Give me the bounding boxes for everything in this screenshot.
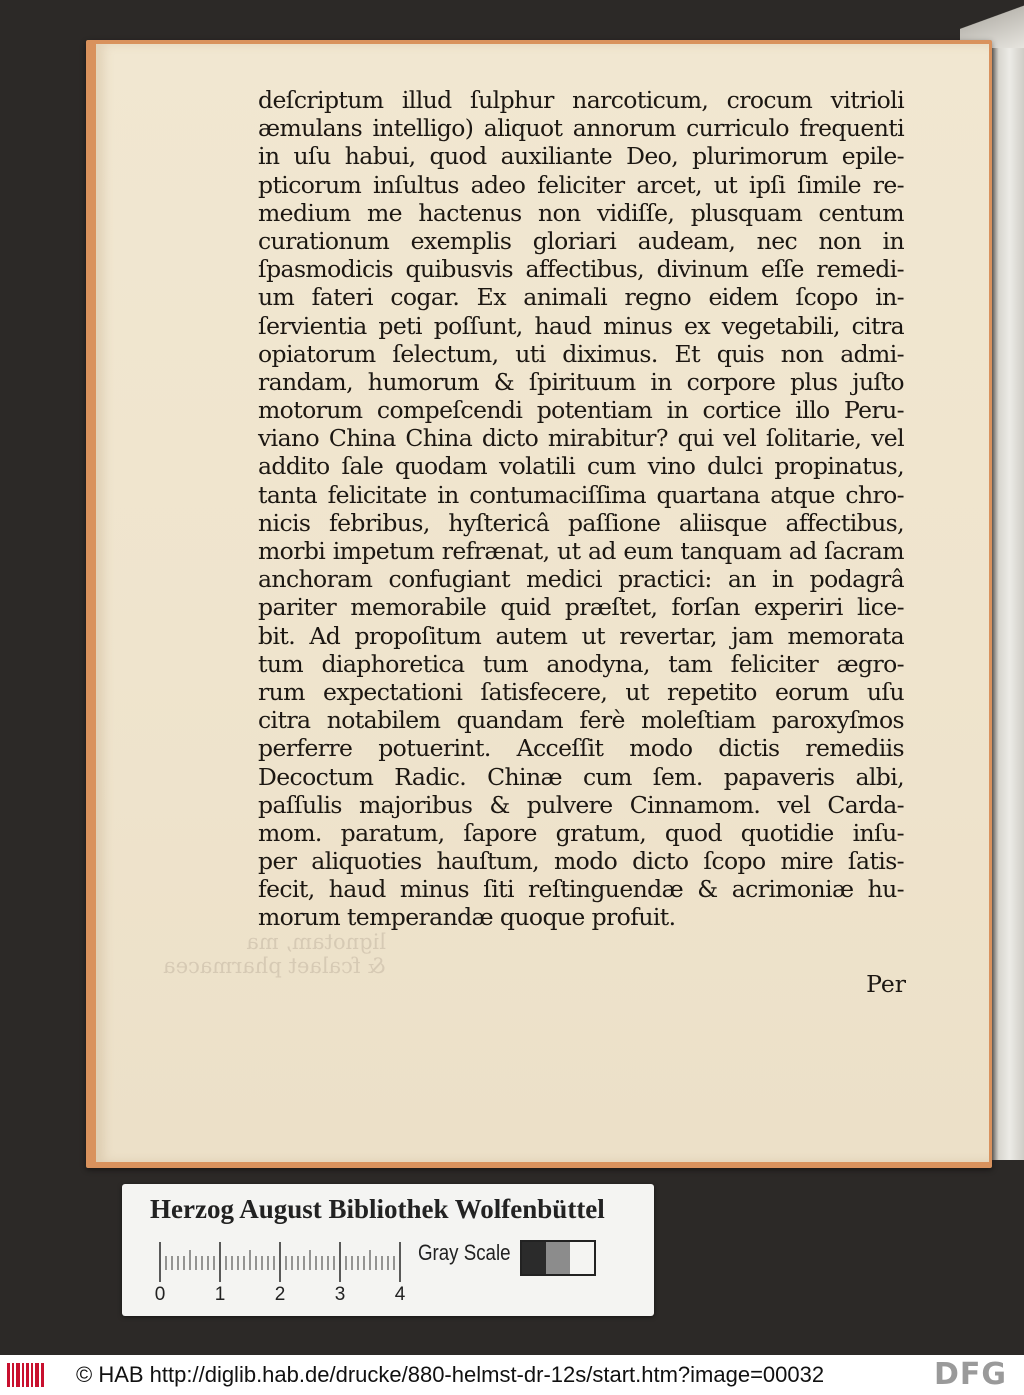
- text-line: nicis febribus, hyſtericâ paſſione aliisque affectibus,: [258, 508, 904, 537]
- ruler-number: 2: [274, 1284, 286, 1305]
- text-line: morbi impetum refrænat, ut ad eum tanquam ad ſacram: [258, 537, 904, 565]
- text-line: morum temperandæ quoque profuit.: [258, 903, 676, 932]
- gray-patch: [546, 1242, 570, 1274]
- text-line: rum expectationi ſatisfecere, ut repetito eorum uſu: [258, 677, 904, 706]
- ruler-labels: [148, 1284, 418, 1308]
- adjacent-page-edge: [988, 0, 1024, 1160]
- ruler-number: 0: [154, 1284, 166, 1305]
- gray-scale-bar: [520, 1240, 596, 1276]
- text-line: addito ſale quodam volatili cum vino dulci propinatus,: [258, 452, 904, 481]
- body-text: [258, 86, 904, 932]
- gray-patch: [570, 1242, 594, 1274]
- color-reference-card: [122, 1184, 654, 1316]
- text-line: tum diaphoretica tum anodyna, tam feliciter ægro-: [258, 649, 904, 678]
- text-line: per aliquoties hauſtum, modo dicto ſcopo mire ſatis-: [258, 847, 904, 876]
- text-line: mom. paratum, ſapore gratum, quod quotidie inſu-: [258, 818, 904, 847]
- text-line: ſervientia peti poſſunt, haud minus ex vegetabili, citra: [258, 311, 904, 340]
- footer-bar: [0, 1355, 1024, 1395]
- text-line: opiatorum ſelectum, uti diximus. Et quis non admi-: [258, 339, 904, 368]
- text-line: tanta felicitate in contumaciſſima quartana atque chro-: [258, 480, 904, 509]
- catchword: Per: [866, 970, 906, 998]
- institution-name: Herzog August Bibliothek Wolfenbüttel: [150, 1194, 605, 1224]
- text-line: medium me hactenus non vidiſſe, plusquam centum: [258, 198, 904, 227]
- text-line: in uſu habui, quod auxiliante Deo, plurimorum epile-: [258, 142, 904, 171]
- text-line: Decoctum Radic. Chinæ cum ſem. papaveris albi,: [258, 762, 904, 791]
- text-line: fecit, haud minus ſiti reſtinguendæ & acrimoniæ hu-: [258, 875, 904, 904]
- text-line: bit. Ad propoſitum autem ut revertar, jam memorata: [258, 621, 904, 650]
- show-through-text: lignotam, ma & fcalaet pharmacea: [163, 930, 386, 978]
- text-line: randam, humorum & ſpirituum in corpore plus juſto: [258, 367, 904, 396]
- ruler-number: 3: [334, 1284, 346, 1305]
- text-line: pticorum inſultus adeo feliciter arcet, ut ipſi ſimile re-: [258, 170, 904, 199]
- text-line: anchoram confugiant medici practici: an in podagrâ: [258, 565, 904, 594]
- text-line: deſcriptum illud ſulphur narcoticum, crocum vitrioli: [258, 86, 904, 114]
- text-line: citra notabilem quandam ferè moleſtiam paroxyſmos: [258, 706, 904, 735]
- barcode-icon: [6, 1361, 46, 1389]
- ruler-number: 1: [214, 1284, 226, 1305]
- text-line: motorum compeſcendi potentiam in cortice illo Peru-: [258, 396, 904, 425]
- copyright-link[interactable]: © HAB http://diglib.hab.de/drucke/880-helmst-dr-12s/start.htm?image=00032: [76, 1362, 825, 1387]
- gray-scale-label: Gray Scale: [418, 1240, 511, 1265]
- text-line: curationum exemplis gloriari audeam, nec non in: [258, 226, 904, 255]
- text-line: ſpasmodicis quibusvis affectibus, divinum eſſe remedi-: [258, 255, 904, 284]
- text-line: um fateri cogar. Ex animali regno eidem ſcopo in-: [258, 283, 904, 312]
- ruler-number: 4: [394, 1284, 406, 1305]
- gray-patch: [522, 1242, 546, 1274]
- text-line: æmulans intelligo) aliquot annorum curriculo frequenti: [258, 114, 904, 143]
- ruler-scale: [158, 1242, 406, 1282]
- dfg-logo: DFG: [934, 1357, 1008, 1392]
- text-line: pariter memorabile quid præſtet, forſan experiri lice-: [258, 593, 904, 622]
- text-line: paſſulis majoribus & pulvere Cinnamom. vel Carda-: [258, 790, 904, 819]
- text-line: viano China China dicto mirabitur? qui vel ſolitarie, vel: [258, 424, 904, 453]
- text-line: perferre potuerint. Acceſſit modo dictis remediis: [258, 734, 904, 763]
